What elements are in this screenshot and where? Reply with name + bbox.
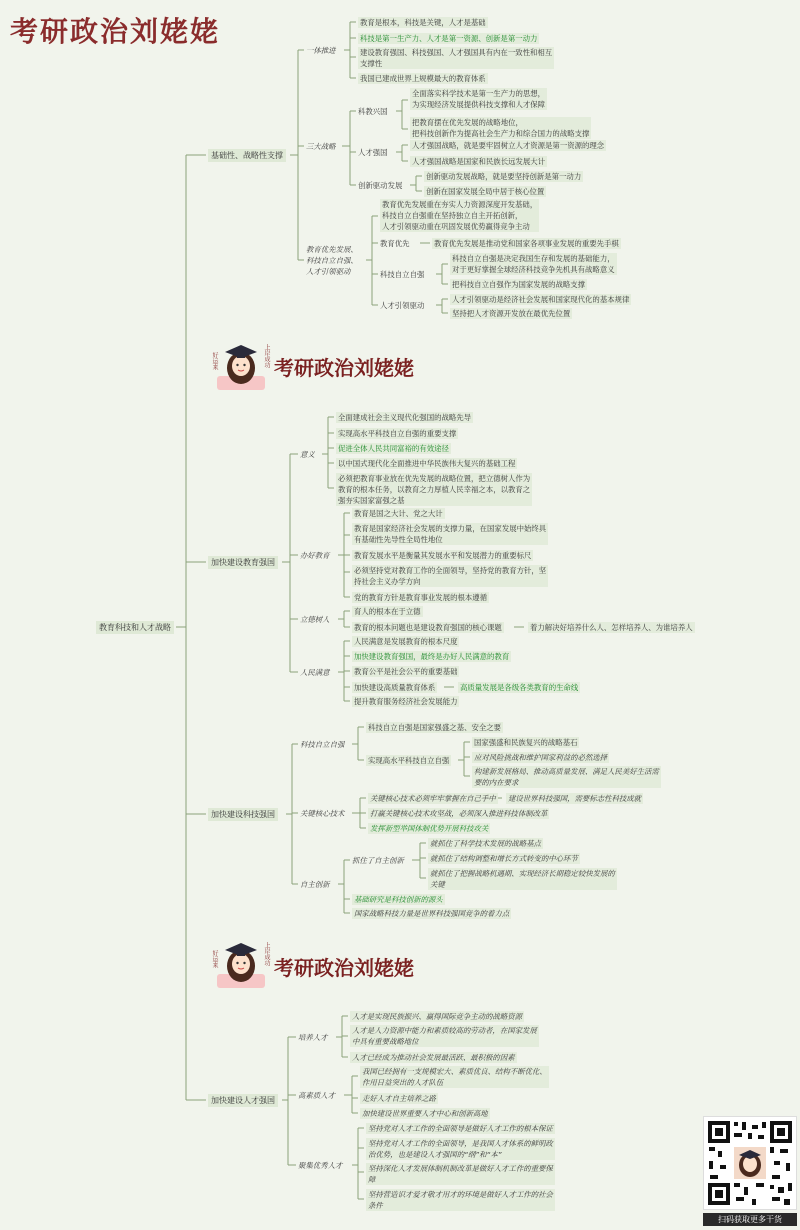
leaf: 促进全体人民共同富裕的有效途径 — [338, 444, 449, 453]
node-yiyi: 意义 — [300, 450, 315, 459]
branch-tech-power: 加快建设科技强国 — [208, 808, 278, 821]
leaf: 基础研究是科技创新的源头 — [354, 895, 443, 904]
leaf: 教育发展水平是衡量其发展水平和发展潜力的重要标尺 — [354, 551, 532, 560]
leaf: 坚持把人才资源开发放在最优先位置 — [452, 309, 571, 318]
brand-name: 考研政治刘姥姥 — [274, 356, 414, 380]
node-rencai: 人才强国 — [358, 148, 388, 157]
node-yiti: 一体推进 — [306, 46, 336, 55]
node-lide: 立德树人 — [300, 615, 330, 624]
leaf: 全面建成社会主义现代化强国的战略先导 — [338, 413, 472, 422]
leaf: 把教育摆在优先发展的战略地位， 把科技创新作为提高社会生产力和综合国力的战略支撑 — [412, 118, 590, 138]
node-rcyl: 人才引领驱动 — [380, 301, 425, 310]
leaf: 就抓住了结构调整和增长方式转变的中心环节 — [430, 854, 578, 863]
node-zhuazhu: 抓住了自主创新 — [352, 856, 404, 865]
side-slogan: 上岸成功 — [263, 344, 270, 368]
leaf: 着力解决好培养什么人、怎样培养人、为谁培养人 — [530, 623, 693, 632]
leaf: 提升教育服务经济社会发展能力 — [354, 697, 458, 706]
node-zili-b: 实现高水平科技自立自强 — [368, 756, 450, 765]
leaf: 走好人才自主培养之路 — [362, 1094, 436, 1103]
leaf: 国家战略科技力量是世界科技强国竞争的着力点 — [354, 909, 510, 918]
node-hexin: 关键核心技术 — [300, 809, 345, 818]
leaf: 教育的根本问题也是建设教育强国的核心课题 — [354, 623, 502, 632]
qr-code-icon[interactable] — [703, 1116, 797, 1210]
node-kejiao: 科教兴国 — [358, 107, 388, 116]
leaf: 创新驱动发展战略，就是要坚持创新是第一动力 — [426, 172, 582, 181]
leaf: 人才引领驱动是经济社会发展和国家现代化的基本规律 — [452, 295, 630, 304]
leaf: 育人的根本在于立德 — [354, 607, 421, 616]
node-peiyang: 培养人才 — [298, 1033, 328, 1042]
leaf: 全面落实科学技术是第一生产力的思想， 为实现经济发展提供科技支撑和人才保障 — [412, 89, 546, 109]
branch-talent-power: 加快建设人才强国 — [208, 1094, 278, 1107]
side-slogan-2: 好运来 — [211, 352, 218, 370]
leaf: 教育优先发展是推动党和国家各项事业发展的重要先手棋 — [434, 239, 619, 248]
leaf: 教育优先发展重在夯实人力资源深度开发基础， 科技自立自强重在坚持独立自主开拓创新， 人才引领驱动重在巩固发展优势赢得竞争主动 — [382, 200, 538, 231]
node-kjzl: 科技自立自强 — [380, 270, 425, 279]
branch-foundation: 基础性、战略性支撑 — [208, 149, 286, 162]
leaf: 科技自立自强是决定我国生存和发展的基础能力， 对于更好掌握全球经济科技竞争先机具有战略意义 — [452, 254, 615, 274]
side-slogan-2: 好运来 — [211, 950, 218, 968]
leaf: 我国已建成世界上规模最大的教育体系 — [360, 74, 486, 83]
root-node: 教育科技和人才战略 — [96, 621, 174, 634]
leaf: 党的教育方针是教育事业发展的根本遵循 — [354, 593, 488, 602]
node-gaosuzhi: 高素质人才 — [298, 1091, 335, 1100]
side-slogan: 上岸成功 — [263, 942, 270, 966]
brand-name: 考研政治刘姥姥 — [274, 956, 414, 980]
leaf: 国家强盛和民族复兴的战略基石 — [474, 738, 578, 747]
leaf: 把科技自立自强作为国家发展的战略支撑 — [452, 280, 586, 289]
leaf: 坚持党对人才工作的全面领导，是我国人才体系的鲜明政 治优势，也是建设人才强国的“纲”和“本” — [368, 1139, 553, 1159]
node-banhao: 办好教育 — [300, 551, 330, 560]
leaf: 教育是根本，科技是关键，人才是基础 — [360, 18, 486, 27]
leaf: 人才是实现民族振兴、赢得国际竞争主动的战略资源 — [352, 1012, 522, 1021]
leaf: 加快建设教育强国，最终是办好人民满意的教育 — [354, 652, 510, 661]
leaf: 建设教育强国、科技强国、人才强国具有内在一致性和相互 支撑性 — [360, 48, 553, 68]
graduate-girl-avatar-icon — [215, 938, 267, 990]
leaf: 以中国式现代化全面推进中华民族伟大复兴的基础工程 — [338, 459, 516, 468]
leaf: 坚持营造识才爱才敬才用才的环境是做好人才工作的社会 条件 — [368, 1190, 553, 1210]
qr-caption: 扫码获取更多干货 — [703, 1213, 797, 1226]
leaf: 高质量发展是各级各类教育的生命线 — [460, 683, 579, 692]
leaf: 发挥新型举国体制优势开展科技攻关 — [370, 824, 489, 833]
leaf: 我国已经拥有一支规模宏大、素质优良、结构不断优化、 作用日益突出的人才队伍 — [362, 1067, 547, 1087]
leaf: 创新在国家发展全局中居于核心位置 — [426, 187, 545, 196]
leaf: 必须把教育事业放在优先发展的战略位置，把立德树人作为 教育的根本任务，以教育之力厚植人民幸福之本，以教育之 强夯实国家富强之基 — [338, 474, 531, 505]
leaf: 科技是第一生产力、人才是第一资源、创新是第一动力 — [360, 34, 538, 43]
leaf: 加快建设高质量教育体系 — [354, 683, 436, 692]
leaf: 教育是国家经济社会发展的支撑力量，在国家发展中始终具 有基础性先导性全局性地位 — [354, 524, 547, 544]
leaf: 应对风险挑战和维护国家利益的必然选择 — [474, 753, 608, 762]
node-jyyx: 教育优先 — [380, 239, 410, 248]
leaf: 人才是人力资源中能力和素质较高的劳动者，在国家发展 中具有重要战略地位 — [352, 1026, 537, 1046]
graduate-girl-avatar-icon — [215, 340, 267, 392]
leaf: 实现高水平科技自立自强的重要支撑 — [338, 429, 457, 438]
leaf: 加快建设世界重要人才中心和创新高地 — [362, 1109, 488, 1118]
leaf: 打赢关键核心技术攻坚战，必须深入推进科技体制改革 — [370, 809, 548, 818]
leaf: 就抓住了把握战略机遇期、实现经济长期稳定较快发展的 关键 — [430, 869, 615, 889]
leaf: 建设世界科技强国，需要标志性科技成就 — [508, 794, 642, 803]
node-zizhu: 自主创新 — [300, 880, 330, 889]
node-youxian: 教育优先发展、 科技自立自强、 人才引领驱动 — [306, 245, 358, 276]
leaf: 必须坚持党对教育工作的全面领导，坚持党的教育方针，坚 持社会主义办学方向 — [354, 566, 547, 586]
leaf: 科技自立自强是国家强盛之基、安全之要 — [368, 723, 502, 732]
node-juji: 聚集优秀人才 — [298, 1161, 343, 1170]
branch-education-power: 加快建设教育强国 — [208, 556, 278, 569]
node-sanda: 三大战略 — [306, 142, 336, 151]
leaf: 坚持深化人才发展体制机制改革是做好人才工作的重要保 障 — [368, 1164, 553, 1184]
node-zili: 科技自立自强 — [300, 740, 345, 749]
leaf: 人才强国战略，就是要牢固树立人才资源是第一资源的理念 — [412, 141, 605, 150]
leaf: 教育是国之大计、党之大计 — [354, 509, 443, 518]
page-title: 考研政治刘姥姥 — [10, 15, 221, 48]
leaf: 人民满意是发展教育的根本尺度 — [354, 637, 458, 646]
node-chuangxin: 创新驱动发展 — [358, 181, 403, 190]
leaf: 关键核心技术必须牢牢掌握在自己手中 — [370, 794, 496, 803]
leaf: 人才强国战略是国家和民族长远发展大计 — [412, 157, 546, 166]
leaf: 构建新发展格局、推动高质量发展、满足人民美好生活需 要的内在要求 — [474, 767, 659, 787]
leaf: 教育公平是社会公平的重要基础 — [354, 667, 458, 676]
node-renmin: 人民满意 — [300, 668, 330, 677]
leaf: 就抓住了科学技术发展的战略基点 — [430, 839, 541, 848]
leaf: 坚持党对人才工作的全面领导是做好人才工作的根本保证 — [368, 1124, 553, 1133]
leaf: 人才已经成为推动社会发展最活跃、最积极的因素 — [352, 1053, 515, 1062]
